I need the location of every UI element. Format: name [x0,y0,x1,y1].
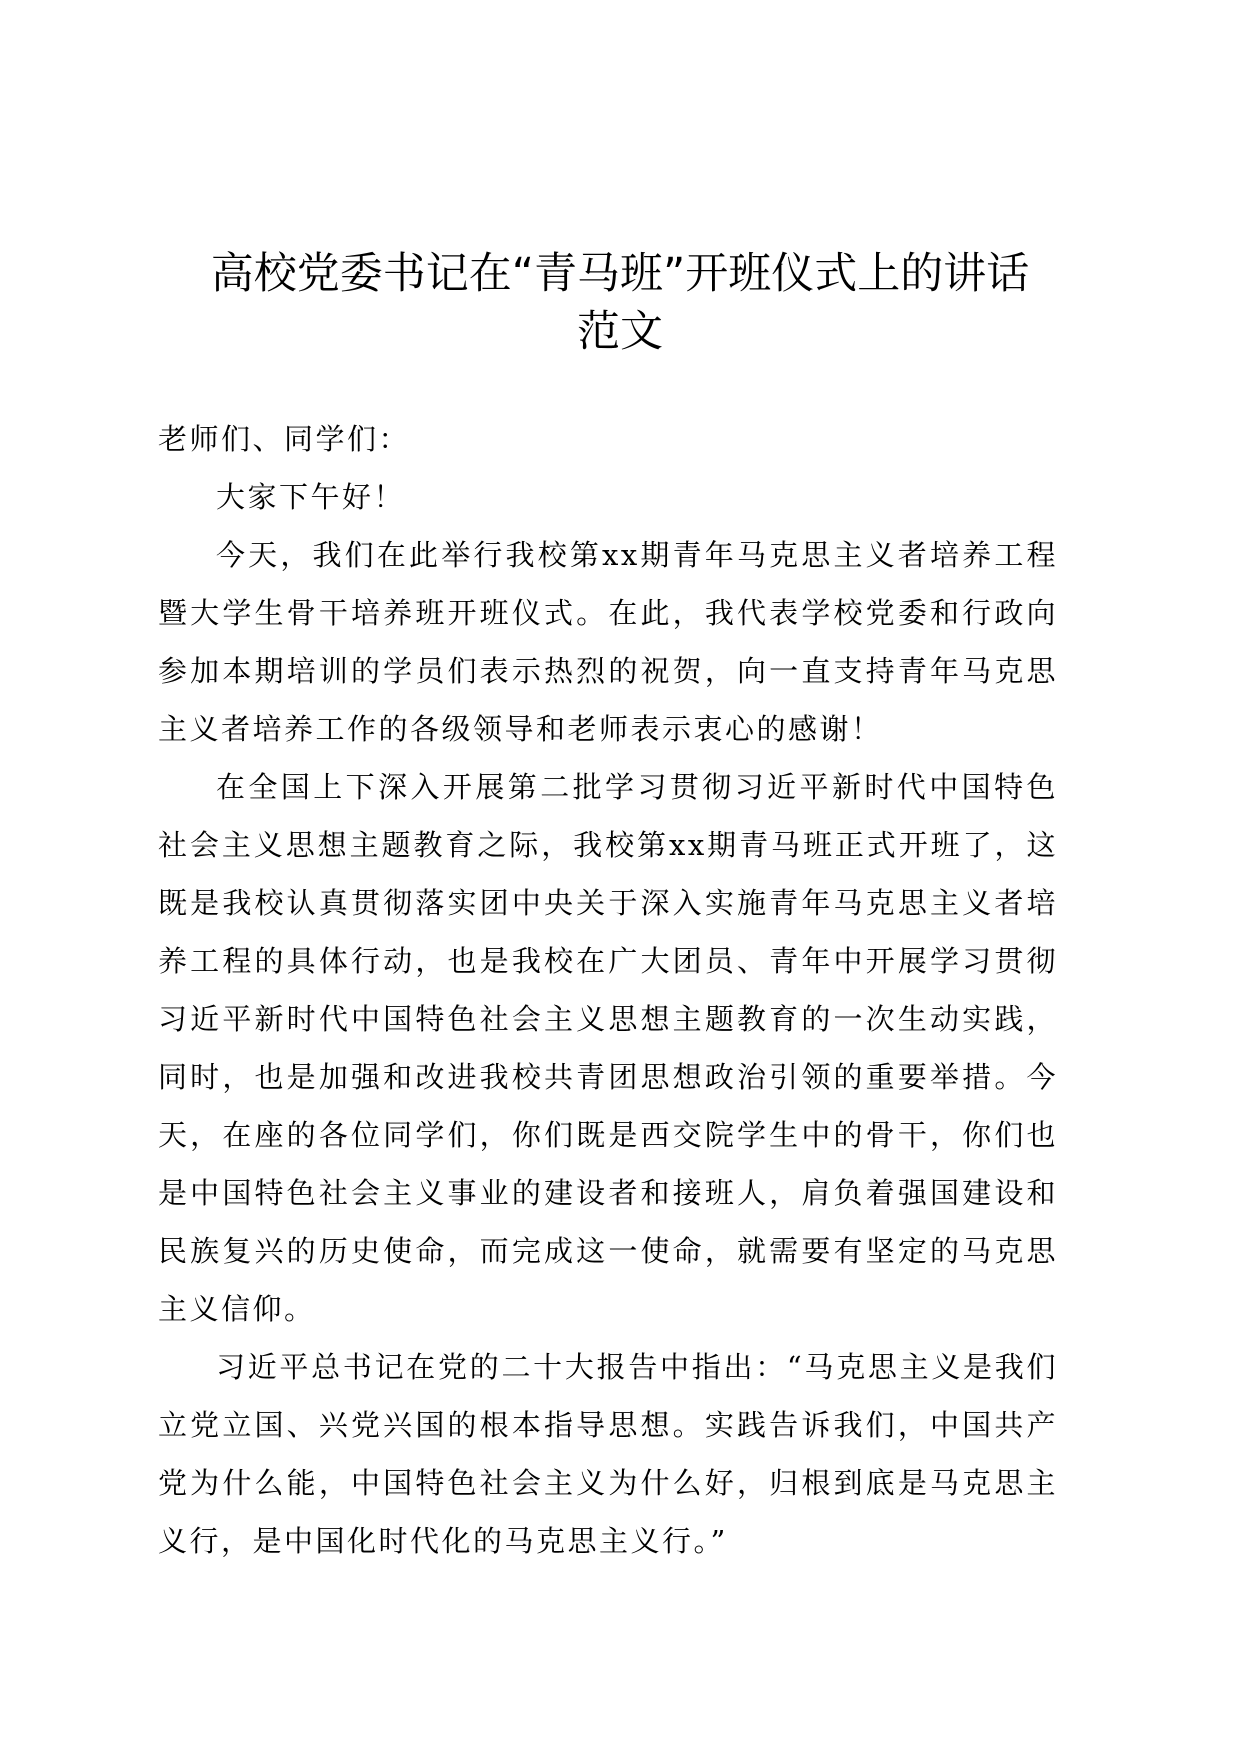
salutation: 老师们、同学们： [158,422,411,456]
document-body [158,410,1058,1570]
paragraph-quote: 习近平总书记在党的二十大报告中指出：“马克思主义是我们立党立国、兴党兴国的根本指导思想。实践告诉我们，中国共产党为什么能，中国特色社会主义为什么好，归根到底是马克思主义行，是中国化时代化的马克思主义行。” [158,1350,1058,1558]
paragraph-context: 在全国上下深入开展第二批学习贯彻习近平新时代中国特色社会主义思想主题教育之际，我校第xx期青马班正式开班了，这既是我校认真贯彻落实团中央关于深入实施青年马克思主义者培养工程的具体行动，也是我校在广大团员、青年中开展学习贯彻习近平新时代中国特色社会主义思想主题教育的一次生动实践，同时，也是加强和改进我校共青团思想政治引领的重要举措。今天，在座的各位同学们，你们既是西交院学生中的骨干，你们也是中国特色社会主义事业的建设者和接班人，肩负着强国建设和民族复兴的历史使命，而完成这一使命，就需要有坚定的马克思主义信仰。 [158,770,1058,1326]
page-title [140,245,1100,361]
paragraph-opening: 今天，我们在此举行我校第xx期青年马克思主义者培养工程暨大学生骨干培养班开班仪式。在此，我代表学校党委和行政向参加本期培训的学员们表示热烈的祝贺，向一直支持青年马克思主义者培养工作的各级领导和老师表示衷心的感谢！ [158,538,1058,746]
title-line-2: 范文 [577,307,663,357]
paragraph-greeting: 大家下午好！ [216,480,406,514]
title-line-1: 高校党委书记在“青马班”开班仪式上的讲话 [210,249,1030,299]
